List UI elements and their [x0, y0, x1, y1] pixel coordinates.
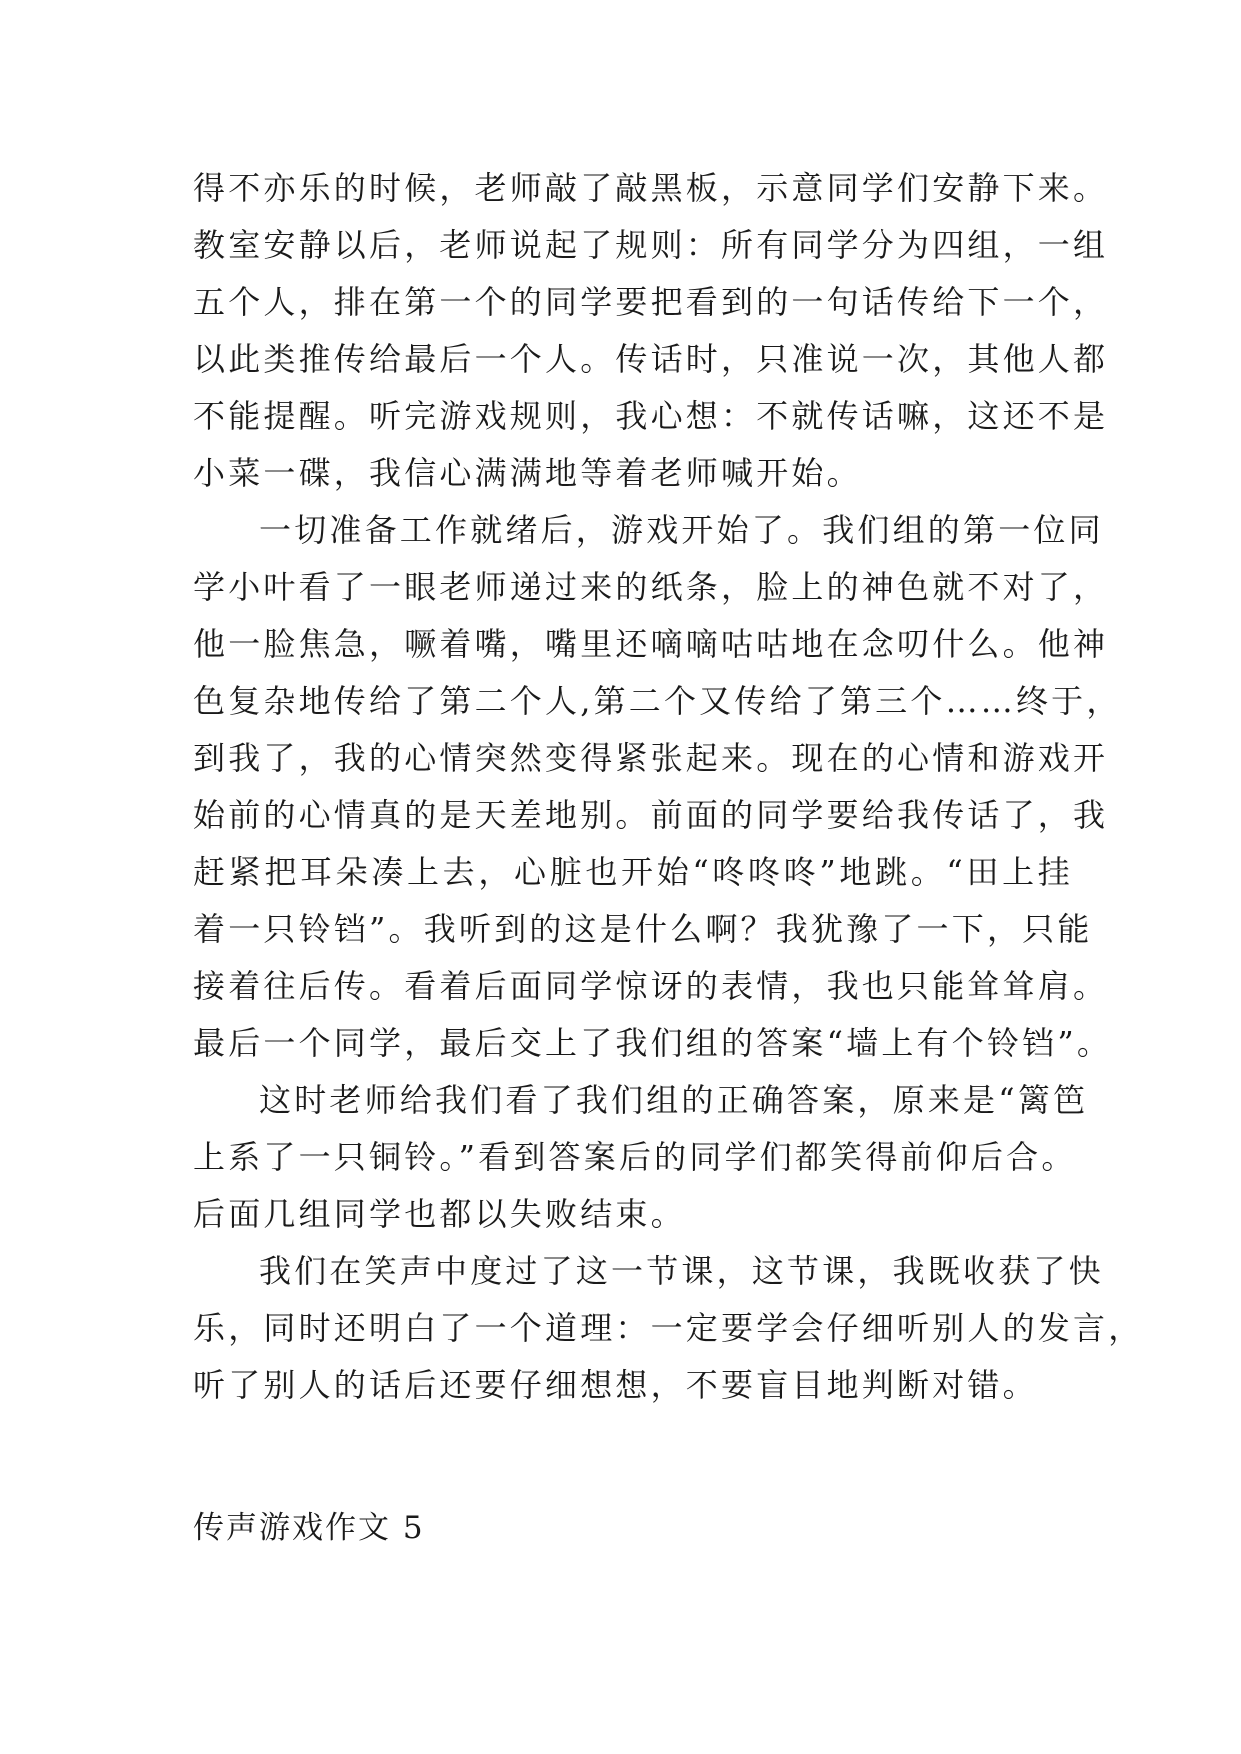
text-line: 听了别人的话后还要仔细想想，不要盲目地判断对错。	[193, 1366, 1038, 1404]
section-heading: 传声游戏作文 5	[193, 1510, 425, 1546]
text-line: 小菜一碟，我信心满满地等着老师喊开始。	[193, 454, 862, 492]
paragraph	[193, 160, 1109, 502]
text-line: 他一脸焦急，噘着嘴，嘴里还嘀嘀咕咕地在念叨什么。他神	[193, 625, 1109, 663]
text-line: 始前的心情真的是天差地别。前面的同学要给我传话了，我	[193, 796, 1109, 834]
text-line: 一切准备工作就绪后，游戏开始了。我们组的第一位同	[259, 511, 1104, 549]
text-line: 教室安静以后，老师说起了规则：所有同学分为四组，一组	[193, 226, 1109, 264]
text-line: 这时老师给我们看了我们组的正确答案，原来是“篱笆	[259, 1081, 1089, 1119]
text-line: 最后一个同学，最后交上了我们组的答案“墙上有个铃铛”。	[193, 1024, 1113, 1062]
paragraph	[193, 1243, 1144, 1414]
text-line: 色复杂地传给了第二个人,第二个又传给了第三个……终于，	[193, 682, 1122, 720]
text-line: 后面几组同学也都以失败结束。	[193, 1195, 686, 1233]
text-line: 上系了一只铜铃。”看到答案后的同学们都笑得前仰后合。	[193, 1138, 1077, 1176]
text-line: 五个人，排在第一个的同学要把看到的一句话传给下一个，	[193, 283, 1109, 321]
text-line: 不能提醒。听完游戏规则，我心想：不就传话嘛，这还不是	[193, 397, 1109, 435]
text-line: 我们在笑声中度过了这一节课，这节课，我既收获了快	[259, 1252, 1104, 1290]
text-line: 着一只铃铛”。我听到的这是什么啊？我犹豫了一下，只能	[193, 910, 1093, 948]
text-line: 得不亦乐的时候，老师敲了敲黑板，示意同学们安静下来。	[193, 169, 1109, 207]
paragraph	[193, 1072, 1089, 1243]
text-line: 到我了，我的心情突然变得紧张起来。现在的心情和游戏开	[193, 739, 1109, 777]
text-line: 赶紧把耳朵凑上去，心脏也开始“咚咚咚”地跳。“田上挂	[193, 853, 1073, 891]
paragraph	[193, 502, 1122, 1072]
text-line: 接着往后传。看着后面同学惊讶的表情，我也只能耸耸肩。	[193, 967, 1109, 1005]
text-line: 以此类推传给最后一个人。传话时，只准说一次，其他人都	[193, 340, 1109, 378]
text-line: 乐，同时还明白了一个道理：一定要学会仔细听别人的发言，	[193, 1309, 1144, 1347]
text-line: 学小叶看了一眼老师递过来的纸条，脸上的神色就不对了，	[193, 568, 1109, 606]
body-text	[193, 160, 1144, 1414]
